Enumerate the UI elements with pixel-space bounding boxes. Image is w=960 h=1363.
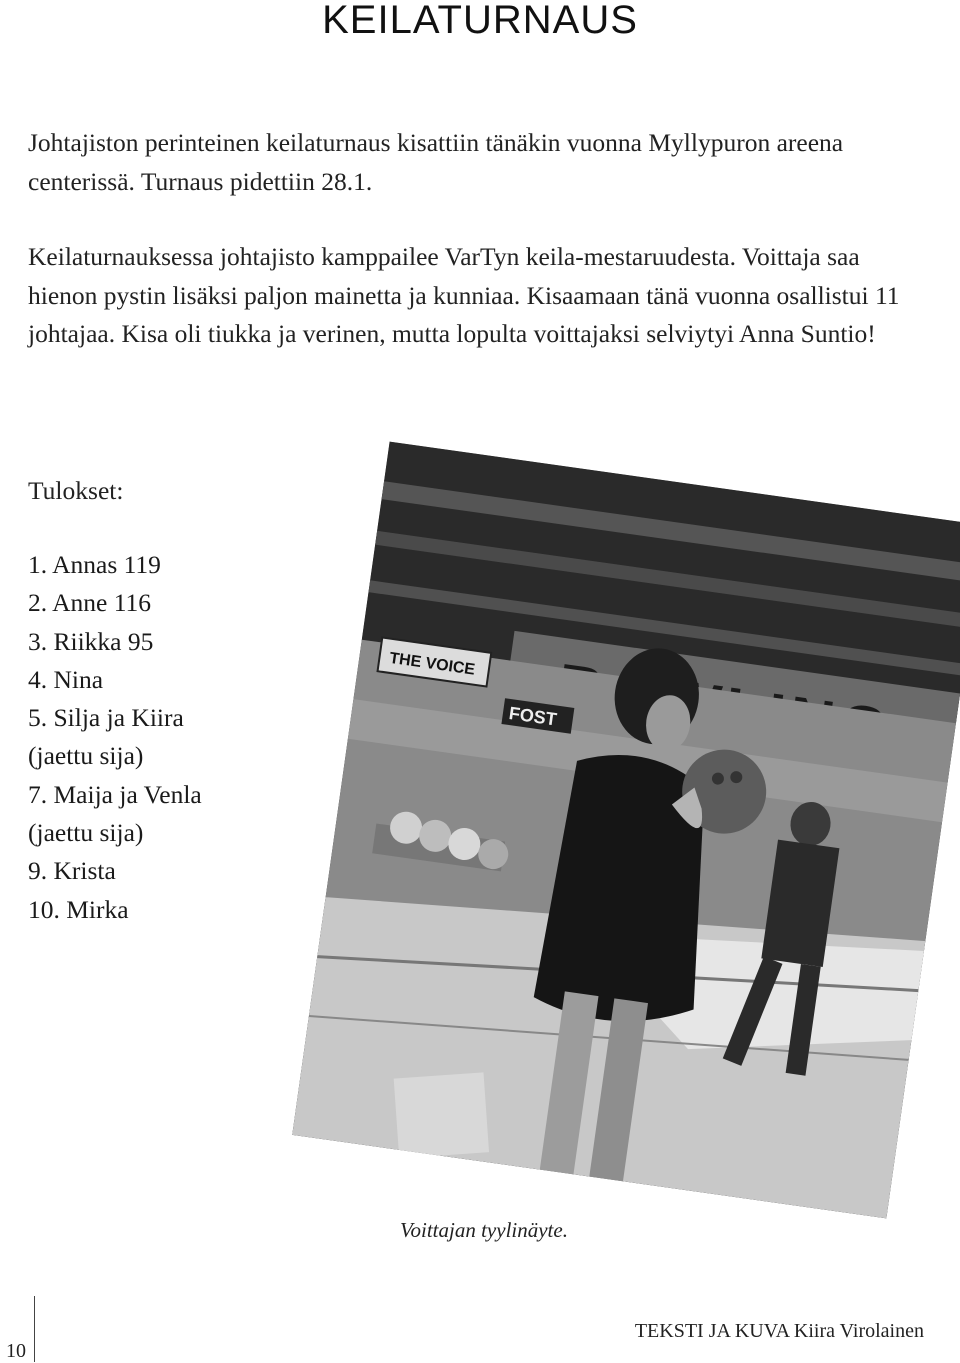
foster-sign: FOST [507,703,558,730]
result-item: (jaettu sija) [28,818,144,848]
article-title: KEILATURNAUS [322,0,638,42]
bowling-photo [292,442,960,1219]
result-item: 1. Annas 119 [28,550,161,579]
result-item: 9. Krista [28,856,116,886]
result-item: 4. Nina [28,664,104,694]
body-text: Keilaturnauksessa johtajisto kamppailee VarTyn keila-mestaruudesta. Voittaja saa hienon pystin lisäksi paljon mainetta ja kunniaa. Kisaamaan tänä vuonna osallistui 11 johtajaa. Kisa oli tiukka ja verinen, mutta lopulta voittajaksi selviytyi Anna Suntio! [28,242,900,348]
page-number: 10 [6,1340,26,1362]
article-lead [28,124,928,201]
the-voice-sign: THE VOICE [388,649,477,679]
result-item: 2. Anne 116 [28,588,152,618]
result-item: 3. Riikka 95 [28,626,154,656]
result-item: 10. Mirka [28,894,129,924]
results-heading: Tulokset: [28,476,124,505]
results-list [28,546,202,929]
result-item: 5. Silja ja Kiira [28,703,184,733]
byline: TEKSTI JA KUVA Kiira Virolainen [634,1320,924,1342]
result-item: (jaettu sija) [28,741,144,771]
bowling-photo-illustration [292,442,960,1219]
photo-caption: Voittajan tyylinäyte. [400,1218,568,1242]
article-body [28,238,908,354]
result-item: 7. Maija ja Venla [28,779,202,809]
lead-text: Johtajiston perinteinen keilaturnaus kisattiin tänäkin vuonna Myllypuron areena centerissä. Turnaus pidettiin 28.1. [28,128,844,196]
